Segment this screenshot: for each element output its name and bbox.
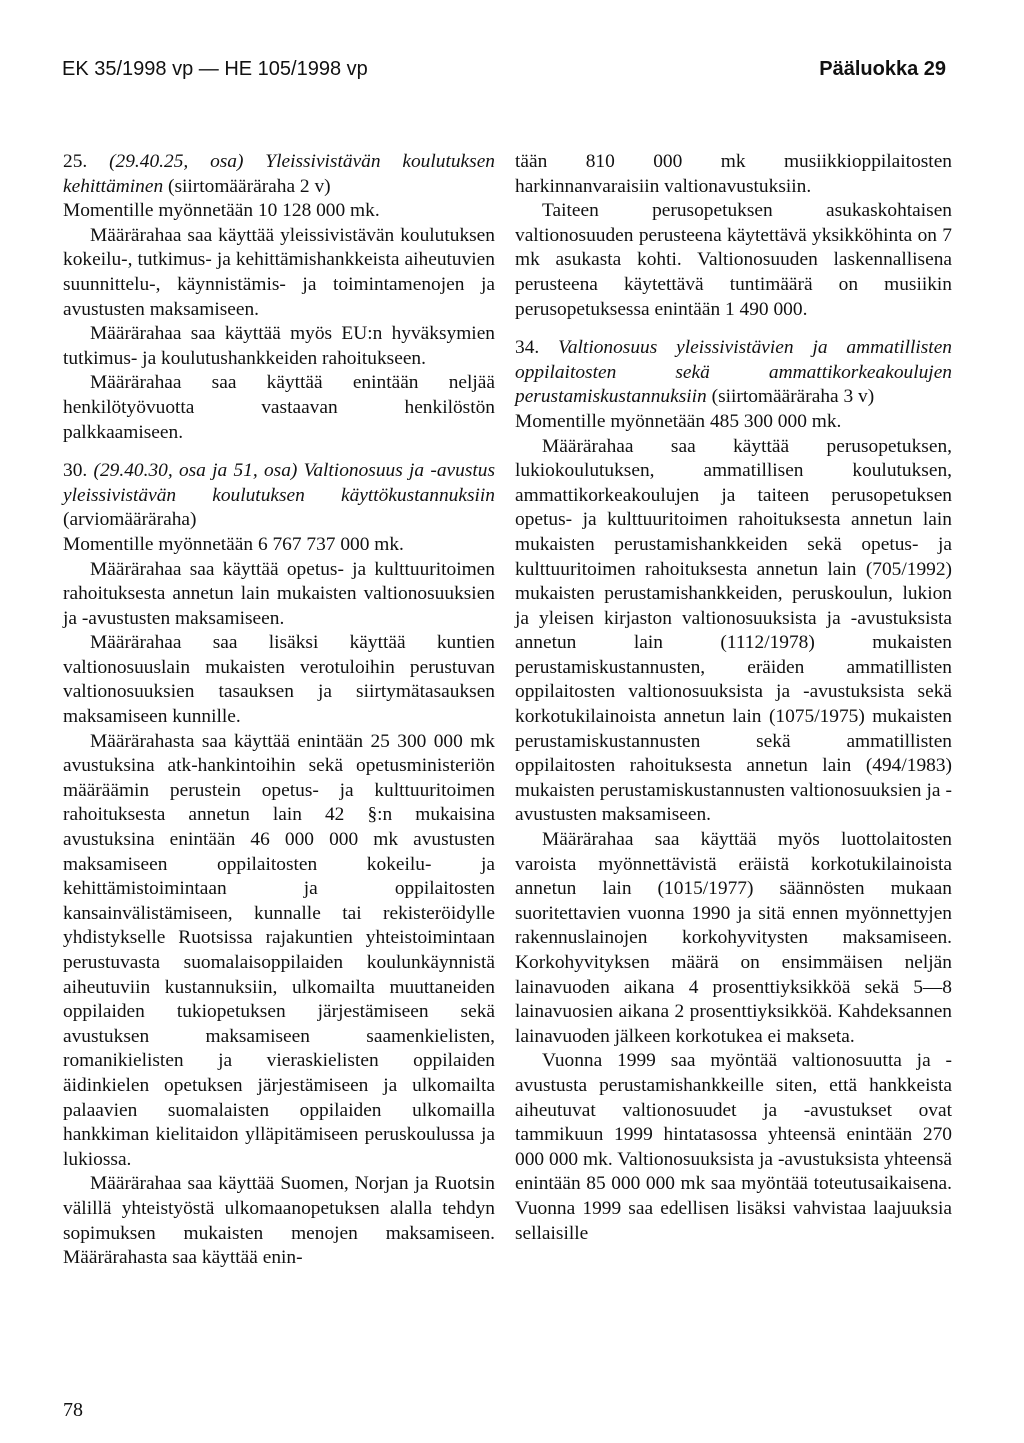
item-25-paragraph: Määrärahaa saa käyttää enintään neljää henkilötyövuotta vastaavan henkilöstön palkkaamiseen. (63, 372, 495, 443)
item-30-heading (63, 459, 495, 533)
item-30-paragraph: Määrärahaa saa käyttää opetus- ja kulttuuritoimen rahoituksesta annetun lain mukaisten valtionosuuksien ja -avustusten maksamiseen. (63, 558, 495, 629)
item-25-type: (siirtomääräraha 2 v) (168, 175, 331, 197)
item-25-ref: (29.40.25, osa) (109, 151, 244, 172)
art-education-paragraph: Taiteen perusopetuksen asukaskohtaisen valtionosuuden perusteena käytettävä yksikköhinta on 7 mk asukasta kohti. Valtionosuuden laskennallisena perusteena käytettävä tuntimäärä on musiikin perusopetuksessa enintään 1 490 000. (515, 200, 952, 320)
item-34-paragraph: Vuonna 1999 saa myöntää valtionosuutta ja -avustusta perustamishankkeille siten, että hankkeista aiheutuvat valtionosuudet ja -avustukset ovat tammikuun 1999 hintatasossa yhteensä enintään 270 000 000 mk. Valtionosuuksista ja -avustuksista yhteensä enintään 85 000 000 mk saa myöntää toteutusaikaisena. Vuonna 1999 saa edellisen lisäksi vahvistaa laajuuksia sellaisille (515, 1050, 952, 1244)
item-25-heading (63, 150, 495, 199)
item-30-title: Valtionosuus ja -avustus yleissivistävän koulutuksen käyttökustannuksiin (63, 460, 495, 506)
item-25-title: Yleissivistävän koulutuksen kehittäminen (63, 151, 495, 197)
item-25-paragraph: Määrärahaa saa käyttää myös EU:n hyväksymien tutkimus- ja koulutushankkeiden rahoitukseen. (63, 323, 495, 369)
item-30-paragraph: Määrärahaa saa lisäksi käyttää kuntien valtionosuuslain mukaisten verotuloihin perustuvan valtionosuuksien tasauksen ja siirtymätasauksen maksamiseen kunnille. (63, 632, 495, 728)
item-34-heading (515, 336, 952, 410)
item-34-type: (siirtomääräraha 3 v) (711, 386, 875, 408)
item-34-number: 34. (515, 337, 540, 359)
left-column (63, 150, 495, 1271)
continuation-text: tään 810 000 mk musiikkioppilaitosten harkinnanvaraisiin valtionavustuksiin. (515, 151, 952, 197)
item-34-paragraph: Määrärahaa saa käyttää perusopetuksen, lukiokoulutuksen, ammatillisen koulutuksen, ammattikorkeakoulujen ja taiteen perusopetuksen opetus- ja kulttuuritoimen rahoituksesta annetun lain mukaisten perustamishankkeiden sekä opetus- ja kulttuuritoimen rahoituksesta annetun lain (705/1992) mukaisten perustamishankkeiden, peruskoulun, lukion ja yleisen kirjaston valtionosuuksista ja -avustuksista annetun lain (1112/1978) mukaisten perustamiskustannusten, eräiden ammatillisten oppilaitosten valtionosuuksista ja -avustuksista sekä korkotukilainoista annetun lain (1075/1975) mukaisten perustamiskustannusten sekä ammatillisten oppilaitosten rahoituksesta annetun lain (494/1983) mukaisten perustamiskustannusten valtionosuuksien ja -avustusten maksamiseen. (515, 435, 952, 826)
right-column (515, 150, 952, 1246)
item-30-amount: Momentille myönnetään 6 767 737 000 mk. (63, 533, 404, 555)
main-class-label: Pääluokka 29 (819, 58, 946, 80)
item-25-number: 25. (63, 151, 88, 172)
item-30-type: (arviomääräraha) (63, 509, 197, 531)
item-30-number: 30. (63, 460, 88, 482)
item-30-paragraph: Määrärahaa saa käyttää Suomen, Norjan ja Ruotsin välillä yhteistyöstä ulkomaanopetuksen alalla tehdyn sopimuksen mukaisten menojen maksamiseen. Määrärahasta saa käyttää enin- (63, 1173, 495, 1269)
item-34-paragraph: Määrärahaa saa käyttää myös luottolaitosten varoista myönnettävistä eräistä korkotukilainoista annetun lain (1015/1977) säännösten mukaan suoritettavien vuonna 1990 ja sitä ennen myönnettyjen rakennuslainojen korkohyvitysten maksamiseen. Korkohyvityksen määrä on ensimmäisen neljän lainavuoden aikana 4 prosenttiyksikköä sekä 5—8 lainavuosien aikana 2 prosenttiyksikköä. Kahdeksannen lainavuoden jälkeen korkotukea ei makseta. (515, 829, 952, 1047)
item-30-ref: (29.40.30, osa ja 51, osa) (93, 460, 298, 482)
item-34-amount: Momentille myönnetään 485 300 000 mk. (515, 410, 842, 432)
item-30-paragraph: Määrärahasta saa käyttää enintään 25 300 000 mk avustuksina atk-hankintoihin sekä opetusministeriön määräämin perustein opetus- ja kulttuuritoimen rahoituksesta annetun lain 42 §:n mukaisina avustuksina enintään 46 000 000 mk avustusten maksamiseen oppilaitosten kokeilu- ja kehittämistoimintaan ja oppilaitosten kansainvälistämiseen, kunnalle tai rekisteröidylle yhdistykselle Ruotsissa rajakuntien yhteistoimintaan perustuvasta suomalaisoppilaiden koulunkäynnistä aiheutuviin kustannuksiin, ulkomailta muuttaneiden oppilaiden tukiopetuksen järjestämiseen sekä avustuksen maksamiseen saamenkielisten, romanikielisten ja vieraskielisten oppilaiden äidinkielen opetuksen järjestämiseen ja ulkomailta palaavien suomalaisten oppilaiden ulkomailla hankkiman kielitaidon ylläpitämiseen peruskoulussa ja lukiossa. (63, 730, 495, 1170)
running-header: EK 35/1998 vp — HE 105/1998 vp (62, 58, 368, 80)
item-34-title: Valtionosuus yleissivistävien ja ammatillisten oppilaitosten sekä ammattikorkeakoulujen perustamiskustannuksiin (515, 337, 952, 408)
page-number: 78 (63, 1399, 83, 1421)
item-25-amount: Momentille myönnetään 10 128 000 mk. (63, 200, 380, 222)
item-25-paragraph: Määrärahaa saa käyttää yleissivistävän koulutuksen kokeilu-, tutkimus- ja kehittämishankkeista aiheutuvien suunnittelu-, käynnistämis- ja toimintamenojen ja avustusten maksamiseen. (63, 224, 495, 320)
